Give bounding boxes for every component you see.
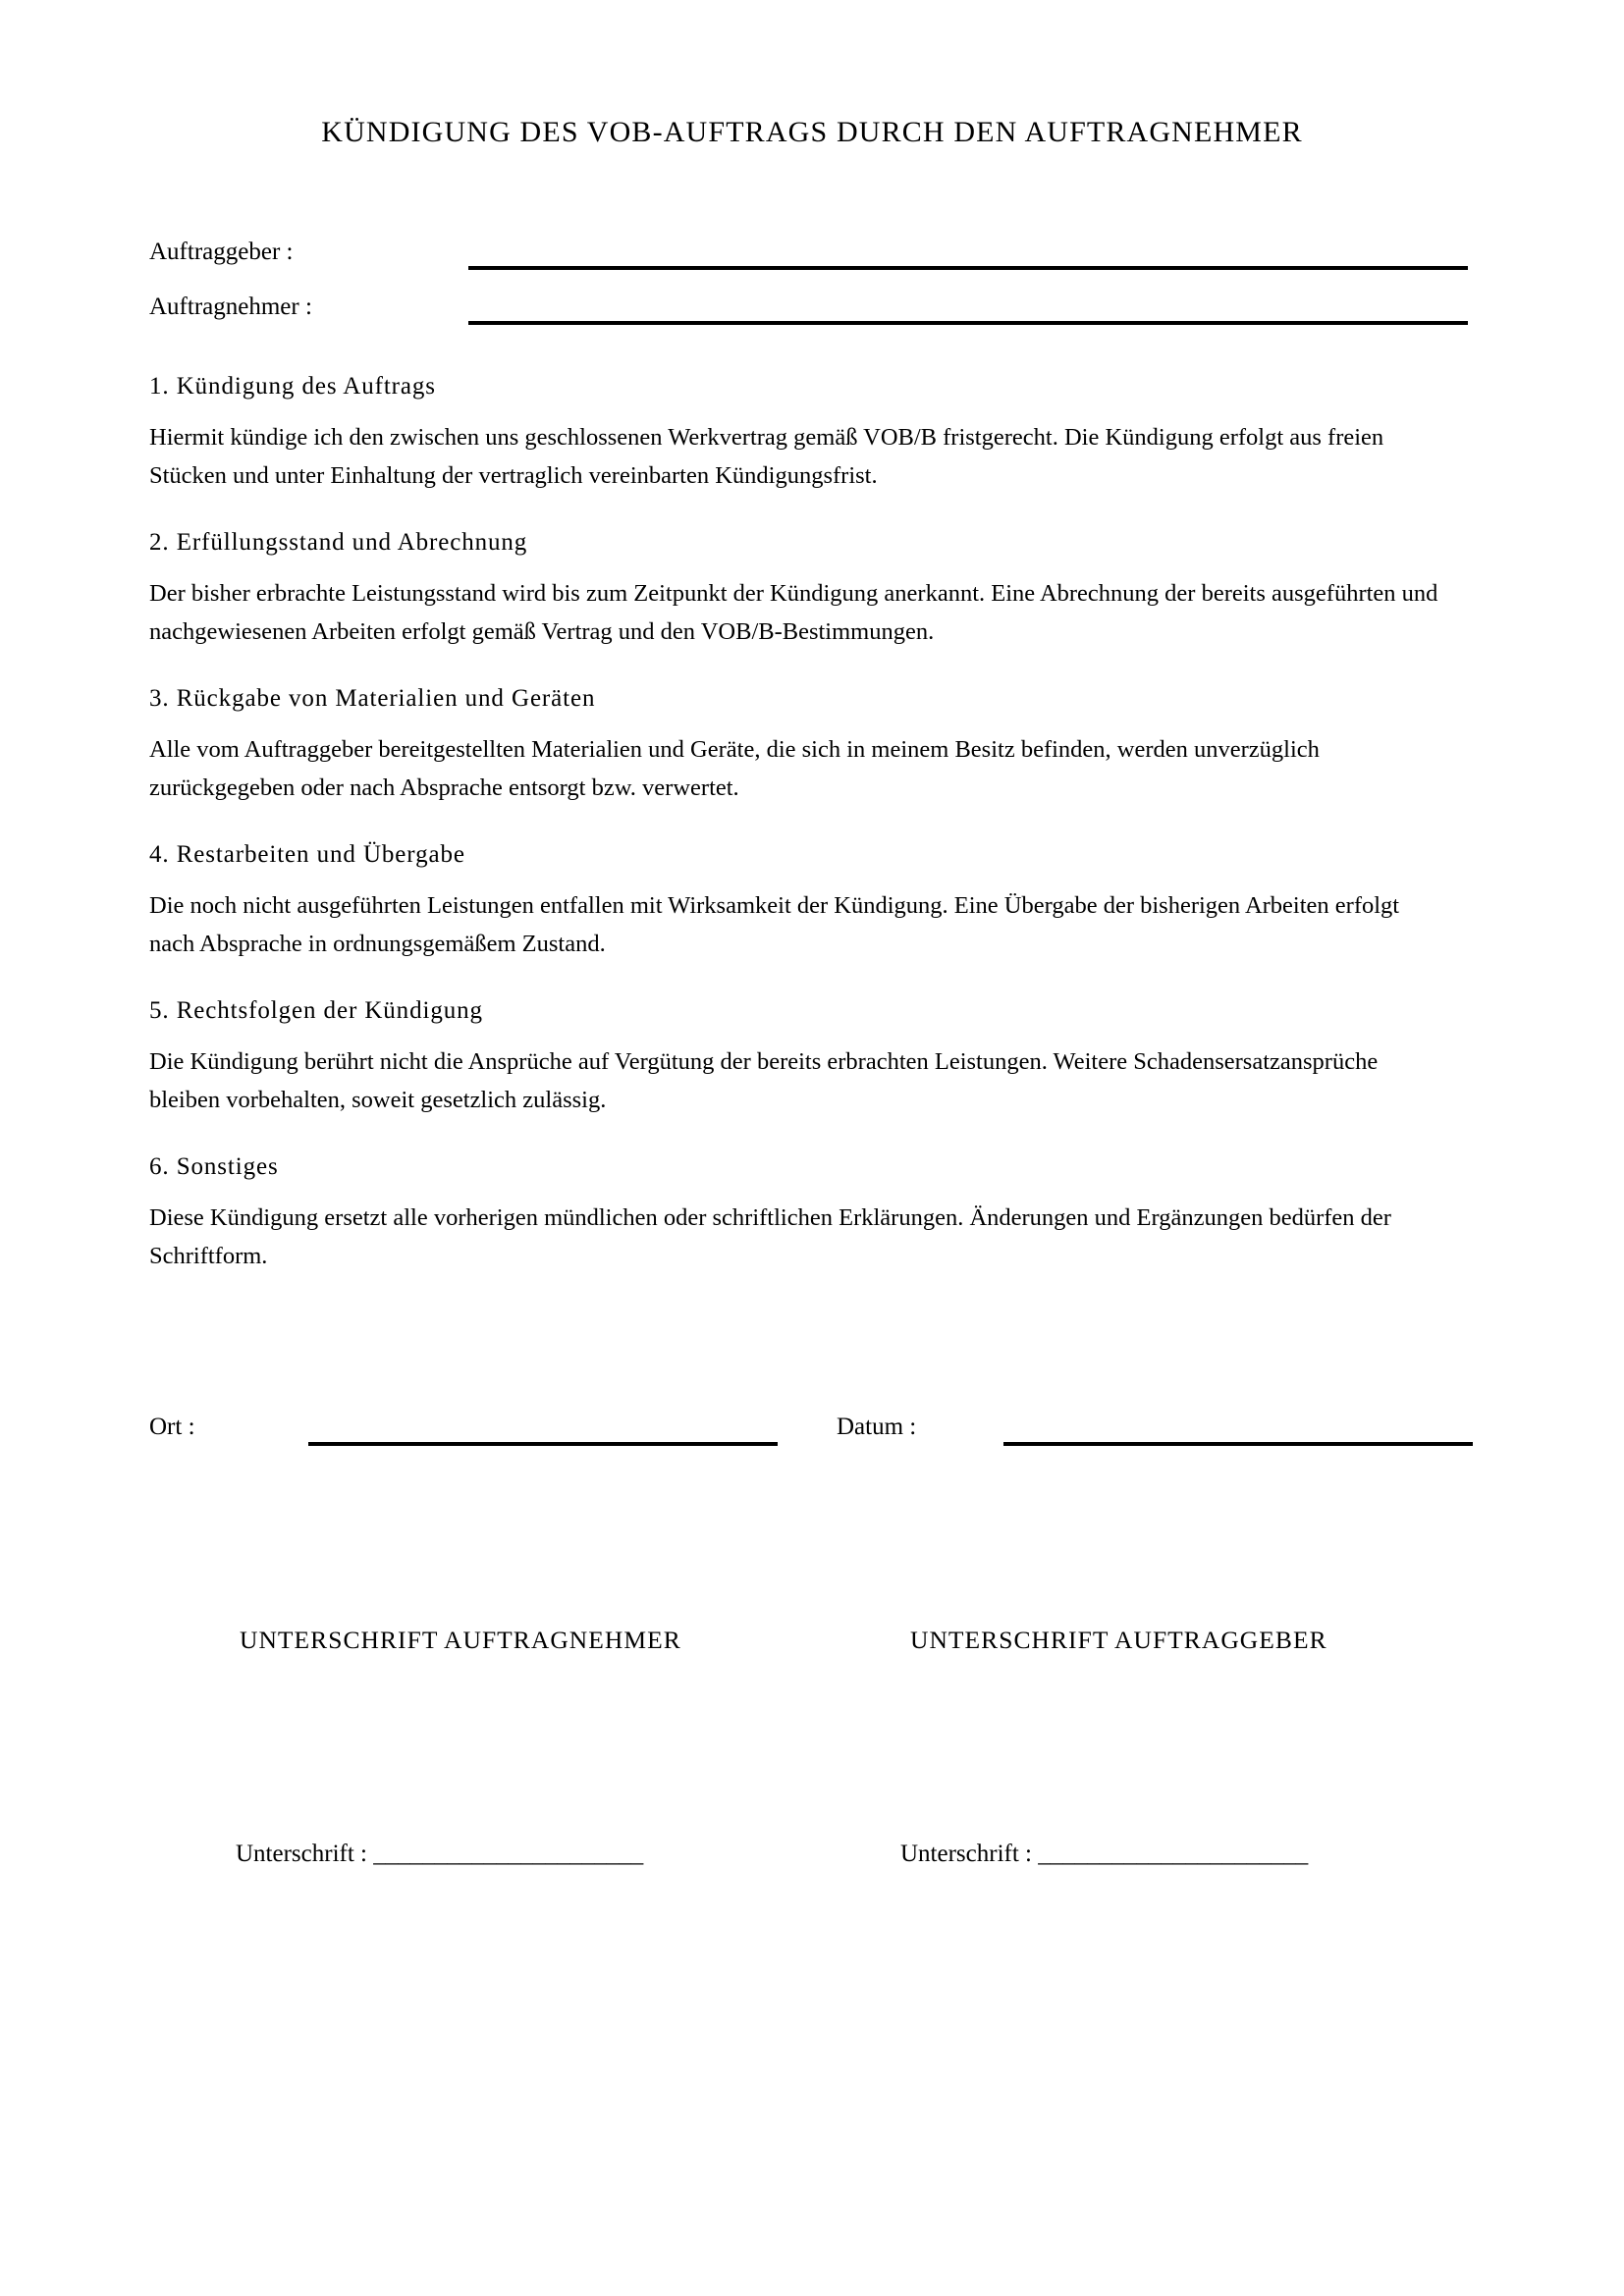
contractor-input-rule[interactable]: [468, 321, 1468, 325]
clause-body: Die Kündigung berührt nicht die Ansprüche auf Vergütung der bereits erbrachten Leistungen. Weitere Schadensersatzansprüche bleiben vorbehalten, soweit gesetzlich zulässig.: [149, 1048, 1379, 1113]
clause-section: [149, 527, 1443, 651]
clause-body: Alle vom Auftraggeber bereitgestellten Materialien und Geräte, die sich in meinem Besitz befinden, werden unverzüglich zurückgegeben oder nach Absprache entsorgt bzw. verwertet.: [149, 736, 1320, 801]
signature-lines-row: [149, 1838, 1475, 1877]
clause-heading: 4. Restarbeiten und Übergabe: [149, 841, 465, 868]
clause-section: [149, 995, 1443, 1119]
clause-list: [149, 371, 1443, 1275]
contractor-label: Auftragnehmer :: [149, 294, 312, 320]
party-fields: [149, 236, 1475, 346]
clause-heading: 6. Sonstiges: [149, 1153, 279, 1180]
contractor-field-row: [149, 291, 1475, 346]
client-input-rule[interactable]: [468, 266, 1468, 270]
signature-captions-row: [149, 1624, 1475, 1663]
clause-body: Hiermit kündige ich den zwischen uns geschlossenen Werkvertrag gemäß VOB/B fristgerecht. Die Kündigung erfolgt aus freien Stücken und unter Einhaltung der vertraglich vereinbarten Kündigungsfrist.: [149, 424, 1384, 489]
client-field-row: [149, 236, 1475, 291]
clause-section: [149, 1151, 1443, 1275]
page-title: KÜNDIGUNG DES VOB-AUFTRAGS DURCH DEN AUFTRAGNEHMER: [321, 116, 1303, 148]
date-label: Datum :: [837, 1414, 917, 1440]
place-input-rule[interactable]: [308, 1442, 778, 1446]
clause-heading: 5. Rechtsfolgen der Kündigung: [149, 997, 483, 1024]
signature-caption-contractor: UNTERSCHRIFT AUFTRAGNEHMER: [240, 1626, 681, 1654]
clause-section: [149, 839, 1443, 963]
place-date-row: [149, 1411, 1475, 1469]
client-label: Auftraggeber :: [149, 239, 294, 265]
clause-section: [149, 371, 1443, 495]
signature-line-contractor[interactable]: Unterschrift : ______________________: [236, 1841, 644, 1867]
clause-heading: 2. Erfüllungsstand und Abrechnung: [149, 529, 528, 556]
place-label: Ort :: [149, 1414, 195, 1440]
signature-caption-client: UNTERSCHRIFT AUFTRAGGEBER: [910, 1626, 1327, 1654]
clause-section: [149, 683, 1443, 807]
clause-heading: 3. Rückgabe von Materialien und Geräten: [149, 685, 596, 712]
clause-body: Diese Kündigung ersetzt alle vorherigen mündlichen oder schriftlichen Erklärungen. Änderungen und Ergänzungen bedürfen der Schriftform.: [149, 1204, 1391, 1269]
clause-body: Die noch nicht ausgeführten Leistungen entfallen mit Wirksamkeit der Kündigung. Eine Übergabe der bisherigen Arbeiten erfolgt nach Absprache in ordnungsgemäßem Zustand.: [149, 892, 1400, 957]
date-input-rule[interactable]: [1003, 1442, 1473, 1446]
signature-line-client[interactable]: Unterschrift : ______________________: [900, 1841, 1309, 1867]
clause-heading: 1. Kündigung des Auftrags: [149, 373, 436, 400]
clause-body: Der bisher erbrachte Leistungsstand wird bis zum Zeitpunkt der Kündigung anerkannt. Eine Abrechnung der bereits ausgeführten und nachgewiesenen Arbeiten erfolgt gemäß Vertrag und den VOB/B-Bestimmungen.: [149, 580, 1438, 645]
